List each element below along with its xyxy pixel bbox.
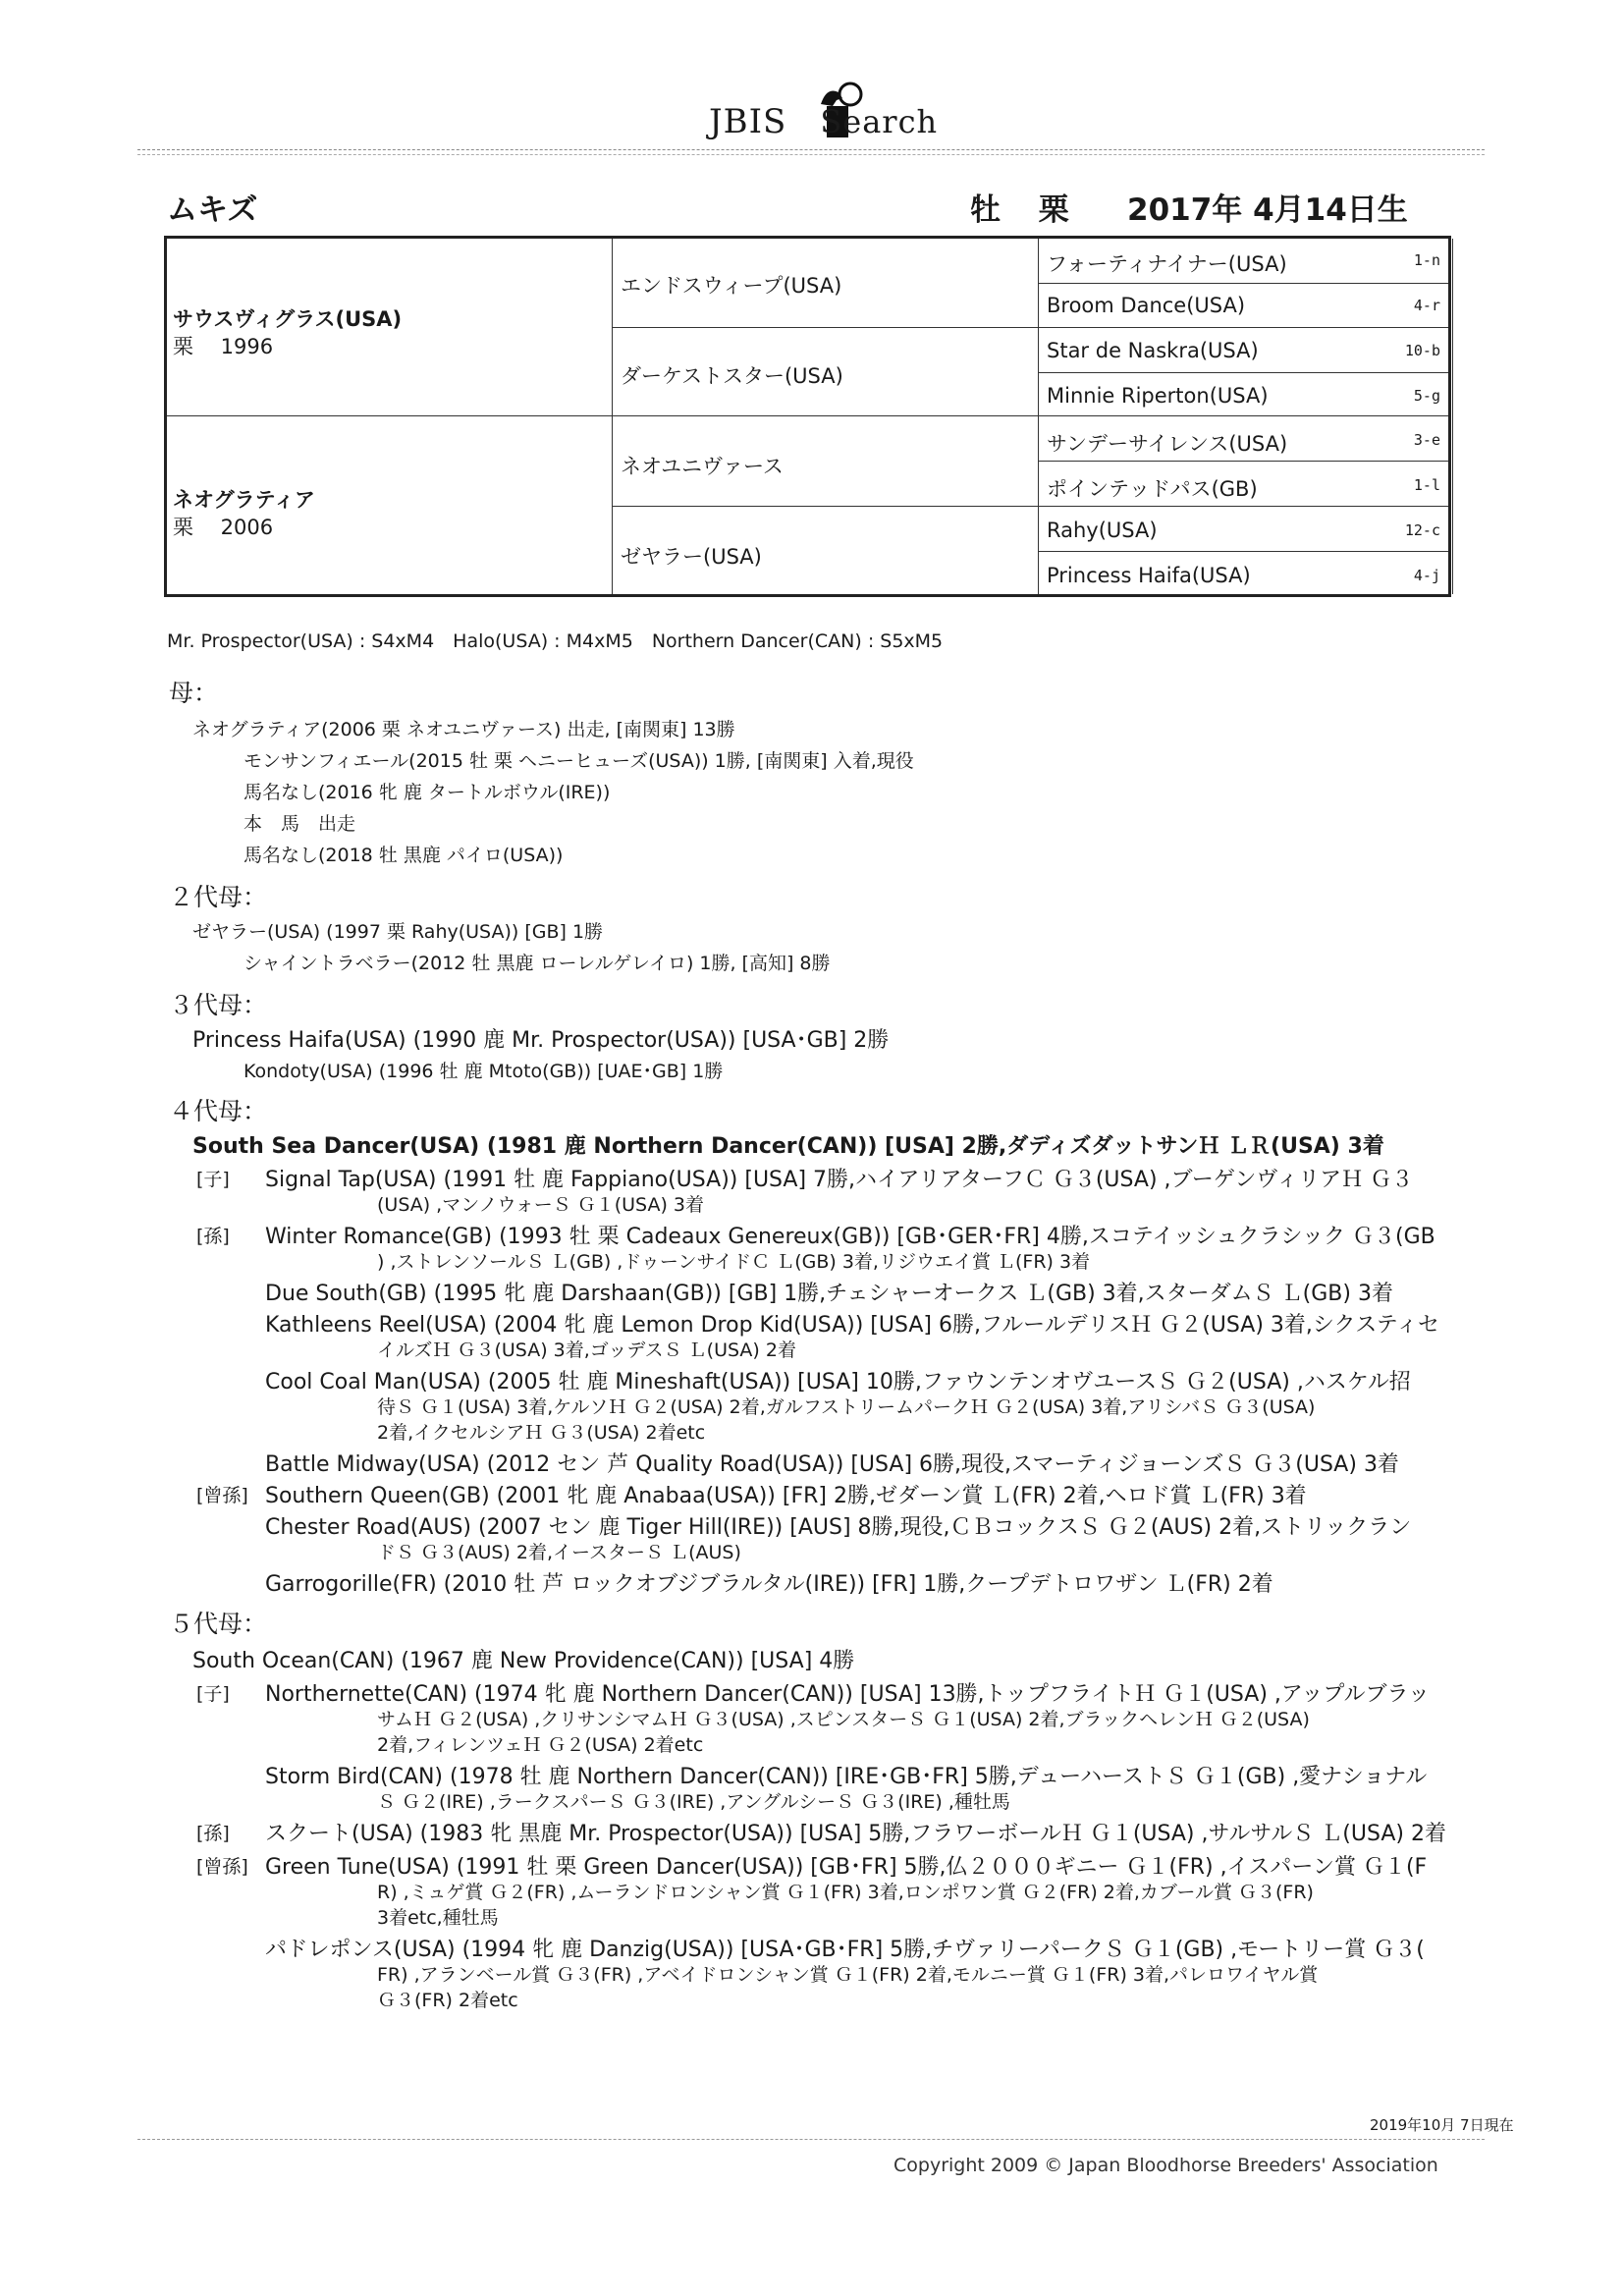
- dam-line: 本 馬 出走: [244, 813, 356, 835]
- g2-line: ゼヤラー(USA) (1997 栗 Rahy(USA)) [GB] 1勝: [192, 921, 604, 943]
- g5-line: Ｓ Ｇ２(IRE) ,ラークスパーＳ Ｇ３(IRE) ,アングルシーＳ Ｇ３(IRE) ,種牡馬: [377, 1791, 1010, 1813]
- gen3-family: 4-r: [1413, 297, 1440, 314]
- tag-great-grandchild: [曾孫]: [196, 1856, 248, 1878]
- tag-grandchild: [孫]: [196, 1823, 230, 1844]
- g4-line: Winter Romance(GB) (1993 牡 栗 Cadeaux Genereux(GB)) [GB･GER･FR] 4勝,スコテイッシュクラシック Ｇ３(GB: [265, 1225, 1435, 1249]
- logo-text-right: Search: [820, 103, 939, 140]
- g4-line: Cool Coal Man(USA) (2005 牡 鹿 Mineshaft(USA)) [USA] 10勝,ファウンテンオヴユースＳ Ｇ２(USA) ,ハスケル招: [265, 1370, 1411, 1394]
- gen3-name: Star de Naskra(USA): [1047, 339, 1259, 362]
- g5-line: R) ,ミュゲ賞 Ｇ２(FR) ,ムーランドロンシャン賞 Ｇ１(FR) 3着,ロンポワン賞 Ｇ２(FR) 2着,カブール賞 Ｇ３(FR): [377, 1882, 1314, 1903]
- tag-great-grandchild: [曾孫]: [196, 1485, 248, 1506]
- g2-line: シャイントラベラー(2012 牡 黒鹿 ローレルゲレイロ) 1勝, [高知] 8勝: [244, 953, 831, 974]
- gen3-name: Rahy(USA): [1047, 519, 1158, 542]
- dam-line: ネオグラティア(2006 栗 ネオユニヴァース) 出走, [南関東] 13勝: [192, 719, 735, 740]
- logo-text-left: JBIS: [709, 102, 787, 141]
- copyright: Copyright 2009 © Japan Bloodhorse Breeders' Association: [893, 2155, 1438, 2176]
- g5-line: 3着etc,種牡馬: [377, 1907, 499, 1929]
- g2-heading: ２代母：: [169, 883, 268, 911]
- dam-info: 栗 2006: [173, 516, 274, 539]
- gen3-family: 3-e: [1413, 431, 1440, 449]
- g4-line: ドＳ Ｇ３(AUS) 2着,イースターＳ Ｌ(AUS): [377, 1542, 741, 1563]
- g4-heading: ４代母：: [169, 1097, 268, 1125]
- dam-line: 馬名なし(2018 牡 黒鹿 パイロ(USA)): [244, 845, 564, 866]
- gen3-family: 5-g: [1413, 387, 1440, 405]
- g3-line: Kondoty(USA) (1996 牡 鹿 Mtoto(GB)) [UAE･GB] 1勝: [244, 1061, 724, 1082]
- gen3-name: Princess Haifa(USA): [1047, 564, 1251, 587]
- gen3-name: サンデーサイレンス(USA): [1047, 432, 1288, 456]
- g5-line: 2着,フィレンツェＨ Ｇ２(USA) 2着etc: [377, 1734, 704, 1756]
- g4-line: Due South(GB) (1995 牝 鹿 Darshaan(GB)) [GB] 1勝,チェシャーオークス Ｌ(GB) 3着,スターダムＳ Ｌ(GB) 3着: [265, 1282, 1393, 1306]
- g4-line: Chester Road(AUS) (2007 セン 鹿 Tiger Hill(IRE)) [AUS] 8勝,現役,ＣＢコックスＳ Ｇ２(AUS) 2着,ストリックラン: [265, 1515, 1412, 1540]
- g5-line: Northernette(CAN) (1974 牝 鹿 Northern Dancer(CAN)) [USA] 13勝,トップフライトＨ Ｇ１(USA) ,アップルブラッ: [265, 1682, 1431, 1707]
- g4-line: (USA) ,マンノウォーＳ Ｇ１(USA) 3着: [377, 1194, 705, 1216]
- g4-line: Kathleens Reel(USA) (2004 牝 鹿 Lemon Drop Kid(USA)) [USA] 6勝,フルールデリスＨ Ｇ２(USA) 3着,シクスティセ: [265, 1313, 1440, 1338]
- g5-line: Green Tune(USA) (1991 牡 栗 Green Dancer(USA)) [GB･FR] 5勝,仏２０００ギニー Ｇ１(FR) ,イスパーン賞 Ｇ１(F: [265, 1855, 1428, 1880]
- pedigree-table: [164, 236, 1451, 597]
- g4-line: Battle Midway(USA) (2012 セン 芦 Quality Road(USA)) [USA] 6勝,現役,スマーティジョーンズＳ Ｇ３(USA) 3着: [265, 1452, 1399, 1477]
- g4-line: 2着,イクセルシアＨ Ｇ３(USA) 2着etc: [377, 1422, 706, 1444]
- dam-line: 馬名なし(2016 牝 鹿 タートルボウル(IRE)): [244, 782, 611, 803]
- sire-sire: エンドスウィープ(USA): [621, 274, 842, 298]
- g3-heading: ３代母：: [169, 991, 268, 1019]
- gen3-name: フォーティナイナー(USA): [1047, 252, 1287, 276]
- horse-name: ムキズ: [167, 192, 258, 228]
- jbis-search-logo: [687, 57, 943, 147]
- gen3-family: 4-j: [1413, 567, 1440, 584]
- dam-name: ネオグラティア: [173, 488, 315, 512]
- g3-line: Princess Haifa(USA) (1990 鹿 Mr. Prospector(USA)) [USA･GB] 2勝: [192, 1028, 890, 1053]
- horse-birth-date: 2017年 4月14日生: [1127, 192, 1408, 228]
- gen3-family: 12-c: [1404, 521, 1440, 539]
- g5-line: FR) ,アランベール賞 Ｇ３(FR) ,アベイドロンシャン賞 Ｇ１(FR) 2着,モルニー賞 Ｇ１(FR) 3着,パレロワイヤル賞: [377, 1964, 1319, 1986]
- gen3-family: 10-b: [1404, 342, 1440, 359]
- g5-line: Storm Bird(CAN) (1978 牡 鹿 Northern Dancer(CAN)) [IRE･GB･FR] 5勝,デューハーストＳ Ｇ１(GB) ,愛ナショナル: [265, 1765, 1428, 1789]
- gen3-family: 1-n: [1413, 251, 1440, 269]
- header-rule: [137, 149, 1485, 150]
- gen3-name: Minnie Riperton(USA): [1047, 384, 1269, 408]
- sire-dam: ダーケストスター(USA): [621, 364, 843, 388]
- g4-line: 待Ｓ Ｇ１(USA) 3着,ケルソＨ Ｇ２(USA) 2着,ガルフストリームパークＨ Ｇ２(USA) 3着,アリシバＳ Ｇ３(USA): [377, 1396, 1316, 1418]
- g4-line: イルズＨ Ｇ３(USA) 3着,ゴッデスＳ Ｌ(USA) 2着: [377, 1339, 796, 1361]
- g5-heading: ５代母：: [169, 1610, 268, 1638]
- g4-line: Southern Queen(GB) (2001 牝 鹿 Anabaa(USA)) [FR] 2勝,ゼダーン賞 Ｌ(FR) 2着,ヘロド賞 Ｌ(FR) 3着: [265, 1484, 1307, 1508]
- gen3-family: 1-l: [1413, 476, 1440, 494]
- g5-line: スクート(USA) (1983 牝 黒鹿 Mr. Prospector(USA)) [USA] 5勝,フラワーボールＨ Ｇ１(USA) ,サルサルＳ Ｌ(USA) 2着: [265, 1822, 1446, 1846]
- horse-sex-color: 牡 栗: [970, 192, 1083, 228]
- g4-line: Garrogorille(FR) (2010 牡 芦 ロックオブジブラルタル(IRE)) [FR] 1勝,クープデトロワザン Ｌ(FR) 2着: [265, 1572, 1273, 1597]
- g5-line: South Ocean(CAN) (1967 鹿 New Providence(CAN)) [USA] 4勝: [192, 1649, 855, 1673]
- dam-dam: ゼヤラー(USA): [621, 545, 762, 569]
- header-rule-2: [137, 154, 1485, 155]
- dam-heading: 母：: [169, 679, 219, 707]
- g5-line: パドレポンス(USA) (1994 牝 鹿 Danzig(USA)) [USA･GB･FR] 5勝,チヴァリーパークＳ Ｇ１(GB) ,モートリー賞 Ｇ３(: [265, 1938, 1425, 1962]
- g4-line: Signal Tap(USA) (1991 牡 鹿 Fappiano(USA)) [USA] 7勝,ハイアリアターフＣ Ｇ３(USA) ,ブーゲンヴィリアＨ Ｇ３: [265, 1168, 1414, 1192]
- tag-grandchild: [孫]: [196, 1226, 230, 1247]
- sire-name: サウスヴィグラス(USA): [173, 307, 403, 331]
- as-of-date: 2019年10月 7日現在: [1370, 2116, 1514, 2134]
- footer-rule: [137, 2139, 1485, 2140]
- inbreeding-line: Mr. Prospector(USA) : S4xM4 Halo(USA) : M4xM5 Northern Dancer(CAN) : S5xM5: [167, 630, 944, 652]
- dam-sire: ネオユニヴァース: [621, 455, 784, 478]
- g4-line: South Sea Dancer(USA) (1981 鹿 Northern Dancer(CAN)) [USA] 2勝,ダディズダットサンＨ ＬＲ(USA) 3着: [192, 1134, 1384, 1159]
- g4-line: ) ,ストレンソールＳ Ｌ(GB) ,ドゥーンサイドＣ Ｌ(GB) 3着,リジウエイ賞 Ｌ(FR) 3着: [377, 1251, 1091, 1273]
- sire-info: 栗 1996: [173, 335, 274, 358]
- gen3-name: ポインテッドパス(GB): [1047, 477, 1258, 501]
- gen3-name: Broom Dance(USA): [1047, 294, 1246, 317]
- g5-line: Ｇ３(FR) 2着etc: [377, 1990, 518, 2011]
- g5-line: サムＨ Ｇ２(USA) ,クリサンシマムＨ Ｇ３(USA) ,スピンスターＳ Ｇ１(USA) 2着,ブラックヘレンＨ Ｇ２(USA): [377, 1709, 1310, 1730]
- tag-child: [子]: [196, 1169, 230, 1190]
- dam-line: モンサンフィエール(2015 牡 栗 ヘニーヒューズ(USA)) 1勝, [南関東] 入着,現役: [244, 750, 914, 772]
- tag-child: [子]: [196, 1683, 230, 1705]
